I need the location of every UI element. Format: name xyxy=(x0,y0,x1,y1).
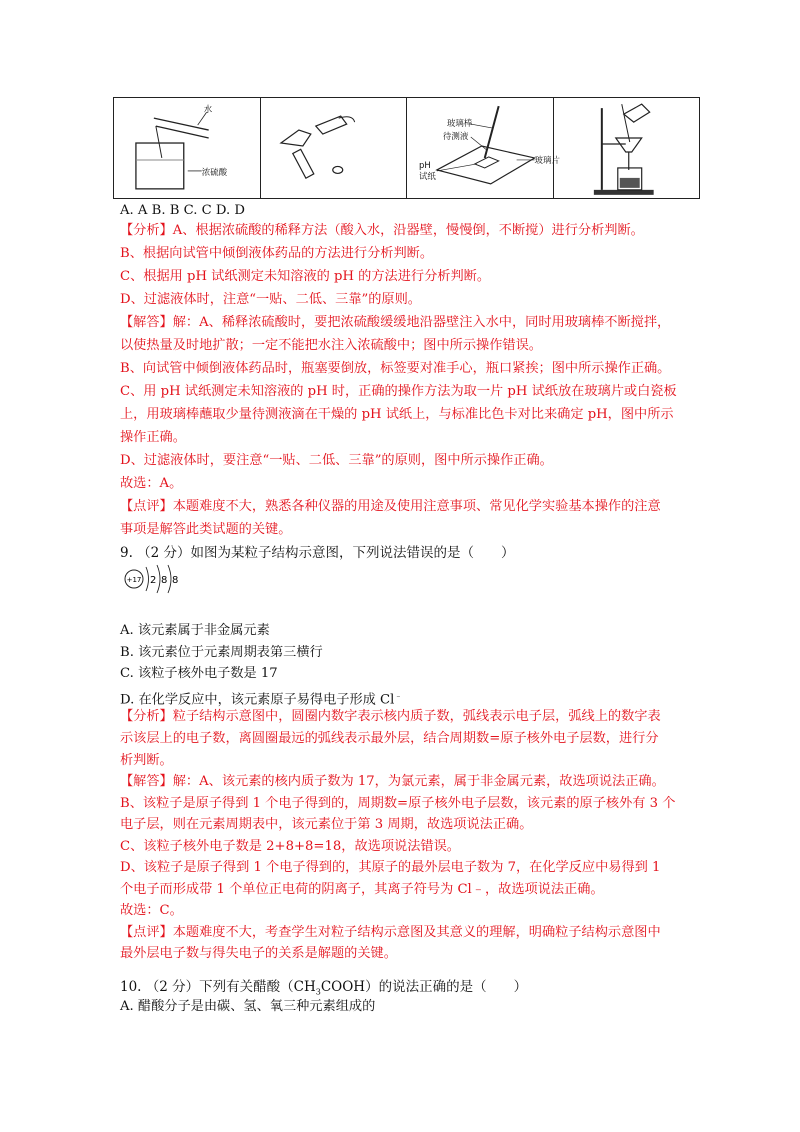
q9-comment-line-2: 最外层电子数与得失电子的关系是解题的关键。 xyxy=(120,946,397,961)
q8-analysis-line-4: D、过滤液体时，注意“一贴、二低、三靠”的原则。 xyxy=(120,292,421,307)
q8-analysis-line-2: B、根据向试管中倾倒液体药品的方法进行分析判断。 xyxy=(120,246,434,261)
comment-tag: 【点评】 xyxy=(120,499,173,514)
q10-option-a: A. 醋酸分子是由碳、氢、氧三种元素组成的 xyxy=(120,999,376,1014)
q9-stem: 9. （2 分）如图为某粒子结构示意图，下列说法错误的是（ ） xyxy=(120,545,515,561)
q8-comment-line-1: 【点评】本题难度不大，熟悉各种仪器的用途及使用注意事项、常见化学实验基本操作的注意 xyxy=(120,499,661,514)
glass-plate-label: 玻璃片 xyxy=(534,154,560,165)
ph-label: pH xyxy=(418,159,431,170)
q8-answer-line-2: 以使热量及时地扩散；一定不能把水注入浓硫酸中；图中所示操作错误。 xyxy=(120,338,542,353)
shell-2-count: 8 xyxy=(161,575,168,586)
water-label: 水 xyxy=(203,104,213,115)
q8-answer-line-6: 操作正确。 xyxy=(120,430,186,445)
q8-answer-line-4: C、用 pH 试纸测定未知溶液的 pH 时，正确的操作方法为取一片 pH 试纸放在玻璃片或白瓷板 xyxy=(120,384,677,399)
q9-answer-line-4: C、该粒子核外电子数是 2+8+8=18，故选项说法错误。 xyxy=(120,839,460,854)
q8-image-table xyxy=(113,97,700,199)
q8-analysis-line-1: 【分析】A、根据浓硫酸的稀释方法（酸入水，沿器壁，慢慢倒，不断搅）进行分析判断。 xyxy=(120,223,644,238)
q9-answer-line-5: D、该粒子是原子得到 1 个电子得到的，其原子的最外层电子数为 7，在化学反应中易得到 1 xyxy=(120,860,661,875)
dilute-sulfuric-acid-diagram-icon xyxy=(114,98,260,198)
q9-answer-line-1: 【解答】解：A、该元素的核内质子数为 17，为氯元素，属于非金属元素，故选项说法正确。 xyxy=(120,774,665,789)
atom-structure-diagram xyxy=(120,562,200,596)
shell-3-count: 8 xyxy=(172,575,179,586)
answer-tag: 【解答】 xyxy=(120,315,173,330)
q9-option-a: A. 该元素属于非金属元素 xyxy=(120,623,270,638)
ion-charge: ﹣ xyxy=(394,691,403,700)
filtration-diagram-icon xyxy=(554,98,700,198)
q8-answer-line-8: 故选：A。 xyxy=(120,476,183,491)
q10-stem: 10. （2 分）下列有关醋酸$(CH_3COOH)$的说法正确的是（ ） xyxy=(120,979,528,997)
ph-paper-test-diagram-icon xyxy=(407,98,560,198)
q8-image-b xyxy=(260,98,407,199)
test-liquid-label: 待测液 xyxy=(442,131,469,142)
q9-answer-line-3: 电子层，则在元素周期表中，该元素位于第 3 周期，故选项说法正确。 xyxy=(120,817,533,832)
answer-tag: 【解答】 xyxy=(120,774,173,789)
q8-comment-line-2: 事项是解答此类试题的关键。 xyxy=(120,522,292,537)
test-paper-label: 试纸 xyxy=(418,170,436,181)
q8-image-a xyxy=(114,98,261,199)
comment-tag: 【点评】 xyxy=(120,925,173,940)
q8-options: A. A B. B C. C D. D xyxy=(120,203,245,218)
q8-image-d xyxy=(553,98,700,199)
conc-acid-label: 浓硫酸 xyxy=(201,166,228,177)
nucleus-charge: +17 xyxy=(126,576,142,584)
q9-analysis-line-2: 示该层上的电子数，离圆圈最远的弧线表示最外层，结合周期数=原子核外电子层数，进行分 xyxy=(120,731,659,746)
q8-answer-line-5: 上，用玻璃棒蘸取少量待测液滴在干燥的 pH 试纸上，与标准比色卡对比来确定 pH，图中所示 xyxy=(120,407,674,422)
q8-image-c xyxy=(407,98,560,199)
q9-option-d: D. 在化学反应中，该元素原子易得电子形成 Cl﹣ xyxy=(120,691,403,708)
q8-analysis-line-3: C、根据用 pH 试纸测定未知溶液的 pH 的方法进行分析判断。 xyxy=(120,269,491,284)
q9-answer-line-7: 故选：C。 xyxy=(120,903,183,918)
q8-answer-line-1: 【解答】解：A、稀释浓硫酸时，要把浓硫酸缓缓地沿器壁注入水中，同时用玻璃棒不断搅拌， xyxy=(120,315,671,330)
q9-option-b: B. 该元素位于元素周期表第三横行 xyxy=(120,645,323,660)
q9-answer-line-2: B、该粒子是原子得到 1 个电子得到的，周期数=原子核外电子层数，该元素的原子核外有 3 个 xyxy=(120,796,676,811)
glass-rod-label: 玻璃棒 xyxy=(446,118,473,129)
analysis-tag: 【分析】 xyxy=(120,709,173,724)
analysis-tag: 【分析】 xyxy=(120,223,173,238)
shell-1-count: 2 xyxy=(150,575,157,586)
q9-comment-line-1: 【点评】本题难度不大，考查学生对粒子结构示意图及其意义的理解，明确粒子结构示意图中 xyxy=(120,925,661,940)
q9-analysis-line-3: 析判断。 xyxy=(120,753,173,768)
test-tube-pouring-diagram-icon xyxy=(261,98,407,198)
q9-option-c: C. 该粒子核外电子数是 17 xyxy=(120,666,278,681)
q9-answer-line-6: 个电子而形成带 1 个单位正电荷的阴离子，其离子符号为 Cl﹣，故选项说法正确。 xyxy=(120,882,604,897)
q8-answer-line-3: B、向试管中倾倒液体药品时，瓶塞要倒放，标签要对准手心，瓶口紧挨；图中所示操作正确。 xyxy=(120,361,671,376)
q9-analysis-line-1: 【分析】粒子结构示意图中，圆圈内数字表示核内质子数，弧线表示电子层，弧线上的数字表 xyxy=(120,709,661,724)
q8-answer-line-7: D、过滤液体时，要注意“一贴、二低、三靠”的原则，图中所示操作正确。 xyxy=(120,453,553,468)
